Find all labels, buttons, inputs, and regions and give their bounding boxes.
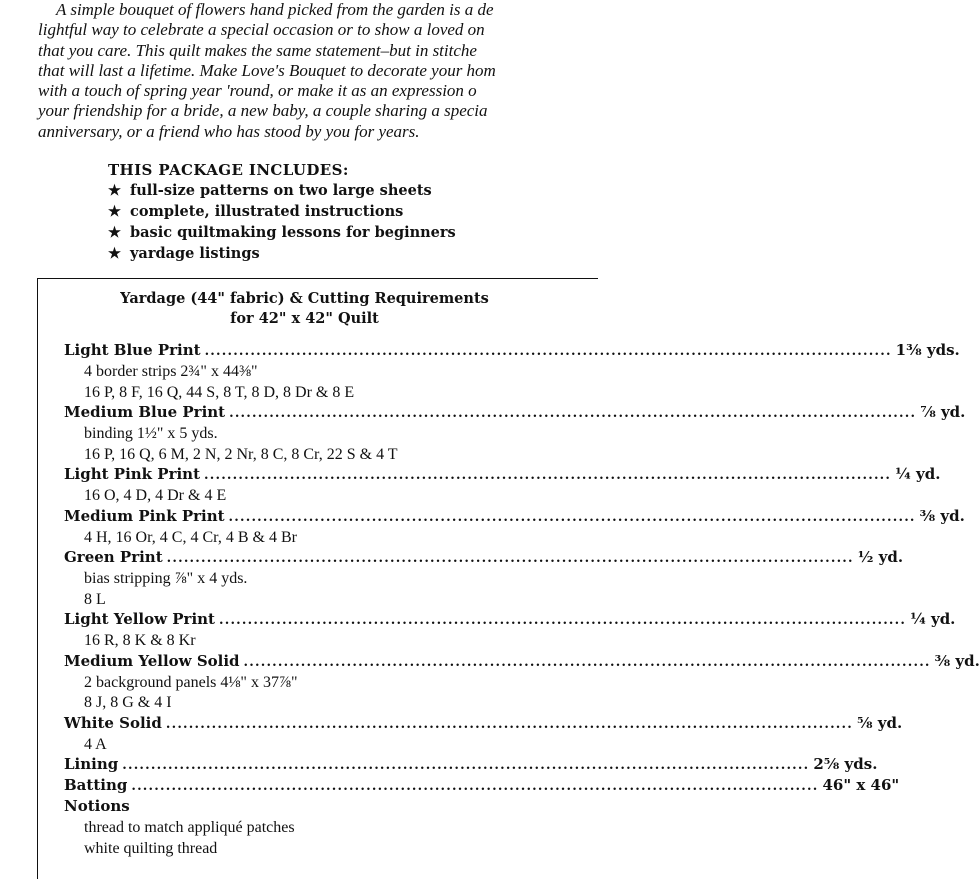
package-item — [108, 201, 456, 222]
leader-dots: ........................................................................................................................ — [204, 468, 892, 483]
intro-line: your friendship for a bride, a new baby, a couple sharing a specia — [38, 101, 488, 121]
leader-dots: ........................................................................................................................ — [219, 613, 907, 628]
leader-dots: ........................................................................................................................ — [131, 779, 819, 794]
leader-dots: ........................................................................................................................ — [166, 551, 854, 566]
leader-dots: ........................................................................................................................ — [243, 654, 931, 670]
fabric-name: Green Print — [64, 548, 163, 566]
fabric-amount: 2⅝ yds. — [813, 755, 878, 773]
fabric-amount: ⅝ yd. — [856, 713, 903, 732]
yardage-title-line: Yardage (44" fabric) & Cutting Requirements — [120, 290, 489, 307]
fabric-row — [64, 776, 900, 797]
fabric-amount: ⅜ yd. — [934, 651, 980, 670]
fabric-row — [64, 341, 960, 362]
cutting-detail: 16 O, 4 D, 4 Dr & 4 E — [84, 487, 227, 504]
cutting-detail: 8 L — [84, 590, 106, 608]
cutting-detail: 16 P, 8 F, 16 Q, 44 S, 8 T, 8 D, 8 Dr & 8 E — [84, 383, 355, 401]
fabric-name: Light Blue Print — [64, 341, 201, 359]
package-item — [108, 222, 456, 243]
cutting-detail: 4 border strips 2¾" x 44⅜" — [84, 363, 258, 380]
fabric-name: Medium Pink Print — [64, 506, 225, 525]
fabric-list — [64, 341, 980, 859]
fabric-name: Medium Blue Print — [64, 403, 226, 421]
fabric-amount: ⅞ yd. — [920, 403, 966, 421]
fabric-name: Light Yellow Print — [64, 610, 215, 628]
fabric-name: Light Pink Print — [64, 465, 201, 483]
fabric-row — [64, 755, 878, 776]
package-item-label: yardage listings — [130, 245, 260, 262]
fabric-name: White Solid — [64, 713, 162, 732]
fabric-amount: 46" x 46" — [822, 776, 900, 794]
intro-line: anniversary, or a friend who has stood by you for years. — [38, 121, 420, 141]
star-icon: ★ — [108, 182, 121, 199]
leader-dots: ........................................................................................................................ — [229, 406, 917, 421]
leader-dots: ........................................................................................................................ — [228, 509, 916, 525]
leader-dots: ........................................................................................................................ — [122, 758, 810, 773]
yardage-box — [37, 278, 980, 879]
fabric-name: Lining — [64, 755, 119, 773]
package-heading: THIS PACKAGE INCLUDES: — [108, 161, 349, 179]
cutting-detail: thread to match appliqué patches — [84, 819, 295, 836]
intro-line: with a touch of spring year 'round, or make it as an expression o — [38, 81, 477, 101]
cutting-detail: 16 P, 16 Q, 6 M, 2 N, 2 Nr, 8 C, 8 Cr, 22 S & 4 T — [84, 445, 398, 463]
package-item-label: basic quiltmaking lessons for beginners — [130, 224, 456, 241]
cutting-detail: 8 J, 8 G & 4 I — [84, 694, 172, 711]
yardage-title-line: for 42" x 42" Quilt — [230, 310, 379, 327]
package-includes — [108, 160, 456, 264]
package-item-label: full-size patterns on two large sheets — [130, 182, 432, 199]
intro-paragraph — [38, 0, 598, 142]
star-icon: ★ — [108, 224, 121, 241]
cutting-detail: bias stripping ⅞" x 4 yds. — [84, 570, 248, 587]
cutting-detail: binding 1½" x 5 yds. — [84, 425, 218, 442]
star-icon: ★ — [108, 245, 121, 262]
cutting-detail: 16 R, 8 K & 8 Kr — [84, 632, 196, 649]
fabric-amount: ½ yd. — [857, 548, 904, 566]
star-icon: ★ — [108, 203, 121, 220]
leader-dots: ........................................................................................................................ — [165, 716, 853, 732]
cutting-detail: white quilting thread — [84, 839, 218, 857]
package-item-label: complete, illustrated instructions — [130, 203, 404, 220]
package-item — [108, 243, 456, 264]
fabric-row — [64, 465, 941, 486]
fabric-name: Batting — [64, 776, 128, 794]
fabric-row — [64, 651, 980, 673]
fabric-amount: ¼ yd. — [910, 610, 956, 628]
fabric-name: Medium Yellow Solid — [64, 651, 240, 670]
fabric-amount: 1⅜ yds. — [895, 341, 960, 359]
fabric-row — [64, 506, 965, 528]
fabric-row — [64, 713, 903, 735]
intro-line: that will last a lifetime. Make Love's Bouquet to decorate your hom — [38, 60, 496, 80]
intro-line: A simple bouquet of flowers hand picked from the garden is a de — [56, 0, 494, 19]
cutting-detail: 4 A — [84, 735, 107, 753]
fabric-amount: ⅜ yd. — [919, 506, 965, 525]
fabric-row — [64, 610, 956, 631]
leader-dots: ........................................................................................................................ — [204, 344, 892, 359]
cutting-detail: 4 H, 16 Or, 4 C, 4 Cr, 4 B & 4 Br — [84, 528, 297, 546]
intro-line: that you care. This quilt makes the same statement–but in stitche — [38, 40, 477, 60]
cutting-detail: 2 background panels 4⅛" x 37⅞" — [84, 673, 298, 691]
intro-line: lightful way to celebrate a special occasion or to show a loved on — [38, 20, 485, 40]
fabric-row — [64, 797, 570, 818]
fabric-amount: ¼ yd. — [895, 465, 941, 483]
yardage-title — [38, 289, 571, 329]
fabric-row — [64, 548, 904, 569]
fabric-row — [64, 403, 966, 424]
fabric-name: Notions — [64, 797, 130, 815]
package-item — [108, 180, 456, 201]
